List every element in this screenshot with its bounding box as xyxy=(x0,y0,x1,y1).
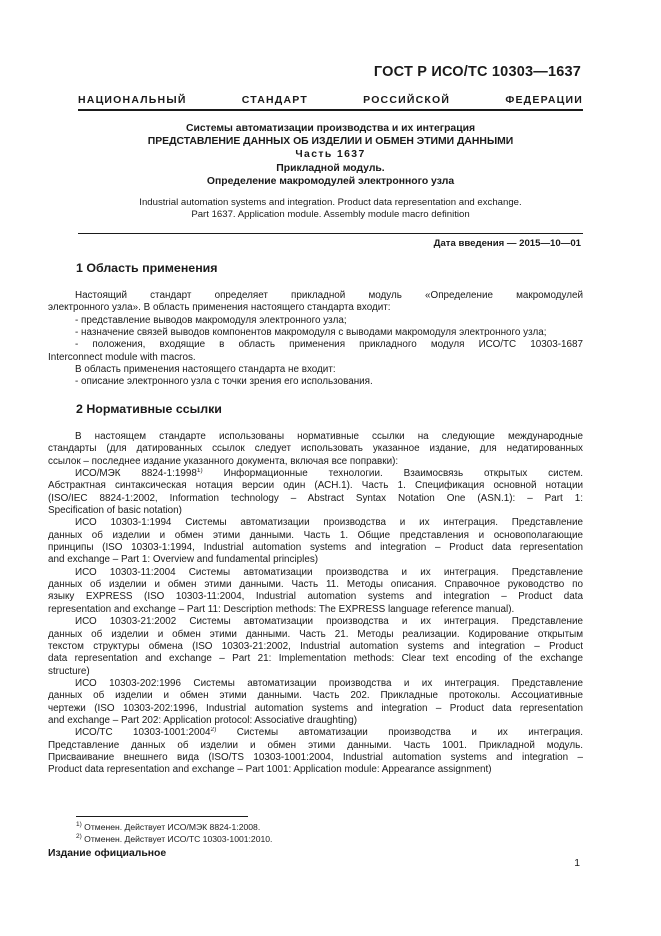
title-ru-line: Определение макромодулей электронного узла xyxy=(206,175,455,187)
reference-code: ИСО/ТС 10303-1001:2004 xyxy=(75,727,211,739)
text-line: ИСО 10303-1:1994 Системы автоматизации производства и их интеграция. Представление xyxy=(75,517,583,529)
title-block-en xyxy=(78,197,583,222)
reference-title: Информационные технологии. Взаимосвязь открытых систем. xyxy=(223,468,583,480)
text-line: стандарты (для датированных ссылок следует использовать указанное издание, для недатированных xyxy=(48,443,583,455)
list-item: - описание электронного узла с точки зрения его использования. xyxy=(75,376,373,388)
text-line: data representation and exchange – Part 21: Implementation methods: Clear text encoding of the exchange xyxy=(48,653,583,665)
text-line: and exchange – Part 1: Overview and fundamental principles) xyxy=(48,554,319,566)
text-line: Представление данных об изделии и обмен этими данными. Часть 1001. Прикладной модуль. xyxy=(48,739,583,751)
date-divider xyxy=(78,233,583,234)
footnote-mark: 2) xyxy=(210,727,217,734)
page-number: 1 xyxy=(574,858,580,869)
reference-code: ИСО/МЭК 8824-1:1998 xyxy=(75,468,197,480)
text-line: данных об изделии и обмен этими данными. Часть 1. Общие представления и основополагающие xyxy=(48,529,583,541)
list-item: - представление выводов макромодуля электронного узла; xyxy=(75,314,347,326)
text-line: данных об изделии и обмен этими данными. Часть 11. Методы описания. Справочное руководство по xyxy=(48,579,583,591)
standard-code: ГОСТ Р ИСО/ТС 10303—1637 xyxy=(373,64,581,80)
footnote-text: Отменен. Действует ИСО/ТС 10303-1001:2010. xyxy=(84,834,273,845)
text-line: чертежи (ISO 10303-202:1996, Industrial automation systems and integration – Product data representation xyxy=(48,702,583,714)
text-line: ИСО 10303-202:1996 Системы автоматизации производства и их интеграция. Представление xyxy=(75,677,583,689)
title-en-line: Part 1637. Application module. Assembly module macro definition xyxy=(191,209,470,221)
footnote-mark: 2) xyxy=(76,833,82,841)
footnotes xyxy=(76,821,272,846)
text-line: В область применения настоящего стандарта не входит: xyxy=(75,364,336,376)
introduction-date: Дата введения — 2015—10—01 xyxy=(433,238,581,249)
text-line: ссылок – последнее издание указанного документа, включая все поправки): xyxy=(48,455,399,467)
section-body-scope xyxy=(48,290,583,389)
footnote xyxy=(76,833,272,845)
text-line: Product data representation and exchange – Part 1001: Application module: Appearance assignment) xyxy=(48,764,492,776)
title-block-ru xyxy=(78,122,583,188)
list-item: - назначение связей выводов компонентов макромодуля с выводами макромодуля электронного узла; xyxy=(75,327,547,339)
text-line: данных об изделии и обмен этими данными. Часть 21. Методы реализации. Кодирование открытым xyxy=(48,628,583,640)
text-line: данных об изделии и обмен этими данными. Часть 202. Прикладные протоколы. Ассоциативные xyxy=(48,690,583,702)
text-line: ИСО 10303-21:2002 Системы автоматизации производства и их интеграция. Представление xyxy=(75,616,583,628)
footnote xyxy=(76,821,272,833)
section-body-normative-references xyxy=(48,431,583,777)
title-ru-line: Часть 1637 xyxy=(295,149,366,161)
footnote-divider xyxy=(76,816,248,817)
title-en-line: Industrial automation systems and integration. Product data representation and exchange. xyxy=(139,197,522,208)
text-line: Абстрактная синтаксическая нотация версии один (АСН.1). Часть 1. Спецификация основной нотации xyxy=(48,480,583,492)
official-edition: Издание официальное xyxy=(48,848,167,859)
reference-line xyxy=(48,727,583,739)
list-item: - положения, входящие в область применения прикладного модуля ИСО/ТС 10303-1687 xyxy=(75,339,583,351)
text-line: representation and exchange – Part 11: Description methods: The EXPRESS language reference manual). xyxy=(48,603,515,615)
text-line: принципы (ISO 10303-1:1994, Industrial automation systems and integration – Product data representation xyxy=(48,542,583,554)
text-line: Interconnect module with macros. xyxy=(48,351,196,363)
text-line: Specification of basic notation) xyxy=(48,505,182,517)
text-line: языку EXPRESS (ISO 10303-11:2004, Industrial automation systems and integration – Product data xyxy=(48,591,583,603)
text-line: электронного узла». В область применения настоящего стандарта входит: xyxy=(48,302,391,314)
text-line: В настоящем стандарте использованы нормативные ссылки на следующие международные xyxy=(75,431,583,442)
title-ru-line: ПРЕДСТАВЛЕНИЕ ДАННЫХ ОБ ИЗДЕЛИИ И ОБМЕН ЭТИМИ ДАННЫМИ xyxy=(147,136,514,148)
text-line: Присваивание внешнего вида (ISO/TS 10303-1001:2004, Industrial automation systems and integration – xyxy=(48,751,583,763)
footnote-mark: 1) xyxy=(76,821,82,828)
reference-line xyxy=(48,468,583,480)
footnote-mark: 1) xyxy=(196,468,203,475)
text-line: Настоящий стандарт определяет прикладной модуль «Определение макромодулей xyxy=(75,290,583,301)
reference-title: Системы автоматизации производства и их интеграция. xyxy=(236,727,583,739)
text-line: ИСО 10303-11:2004 Системы автоматизации производства и их интеграция. Представление xyxy=(75,566,583,578)
footnote-text: Отменен. Действует ИСО/МЭК 8824-1:2008. xyxy=(84,822,261,832)
title-ru-line: Системы автоматизации производства и их интеграция xyxy=(185,123,476,134)
text-line: (ISO/IEC 8824-1:2002, Information technology – Abstract Syntax Notation One (ASN.1): – Part 1: xyxy=(48,492,583,504)
text-line: and exchange – Part 202: Application protocol: Associative draughting) xyxy=(48,714,358,726)
section-heading-normative-references: 2 Нормативные ссылки xyxy=(76,402,222,416)
title-ru-line: Прикладной модуль. xyxy=(276,162,385,174)
national-standard-banner: НАЦИОНАЛЬНЫЙ СТАНДАРТ РОССИЙСКОЙ ФЕДЕРАЦИИ xyxy=(78,94,583,111)
text-line: structure) xyxy=(48,665,90,677)
text-line: текстом структуры обмена (ISO 10303-21:2002, Industrial automation systems and integration – Product xyxy=(48,640,583,652)
section-heading-scope: 1 Область применения xyxy=(76,261,218,275)
